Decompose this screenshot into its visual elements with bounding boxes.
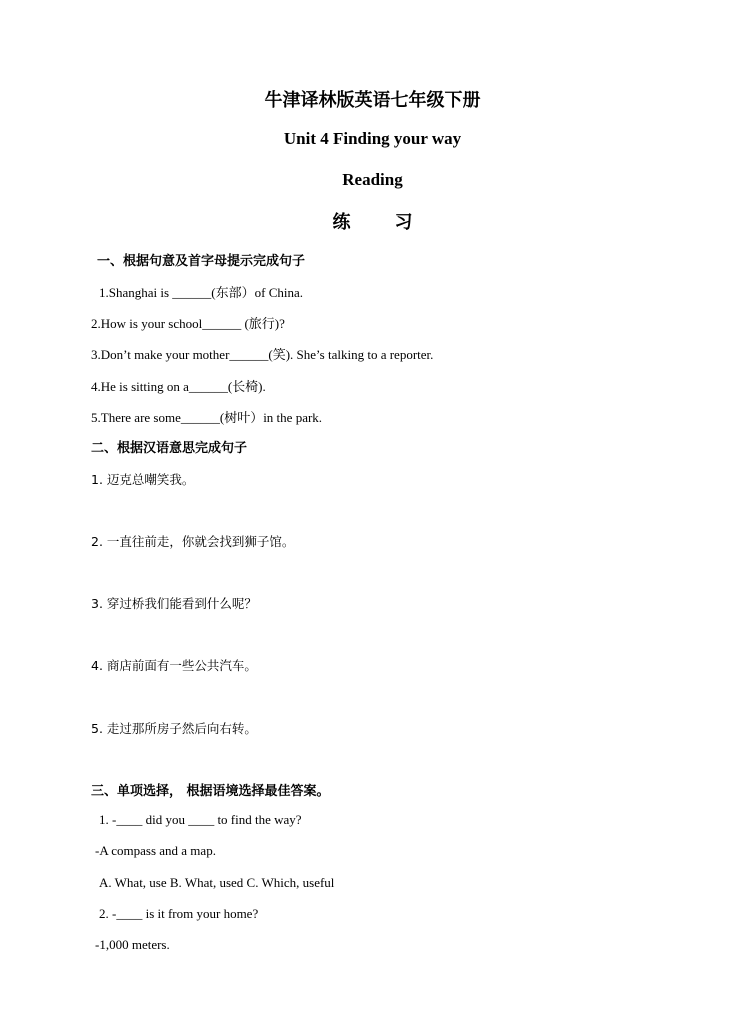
part1-item-3: 3.Don’t make your mother______(笑). She’s talking to a reporter. [91, 347, 434, 362]
part1-item-4: 4.He is sitting on a______(长椅). [91, 379, 266, 394]
part3-options-1: A. What, use B. What, used C. Which, useful [99, 875, 335, 890]
practice-char-2: 习 [394, 212, 413, 232]
part3-answer-2: -1,000 meters. [95, 937, 170, 952]
book-title: 牛津译林版英语七年级下册 [264, 90, 481, 110]
practice-char-1: 练 [332, 212, 351, 232]
part2-heading: 二、根据汉语意思完成句子 [91, 441, 248, 456]
part3-question-1: 1. -____ did you ____ to find the way? [99, 812, 302, 827]
part2-item-1: 1. 迈克总嘲笑我。 [91, 472, 195, 487]
part1-heading: 一、根据句意及首字母提示完成句子 [97, 254, 306, 269]
part1-item-2: 2.How is your school______ (旅行)? [91, 316, 285, 331]
part2-item-2: 2. 一直往前走，你就会找到狮子馆。 [91, 534, 295, 549]
unit-title: Unit 4 Finding your way [283, 129, 462, 148]
part1-item-5: 5.There are some______(树叶）in the park. [91, 410, 323, 425]
part3-heading: 三、单项选择， 根据语境选择最佳答案。 [91, 784, 330, 799]
part1-item-1: 1.Shanghai is ______(东部）of China. [99, 285, 304, 300]
part3-question-2: 2. -____ is it from your home? [99, 906, 259, 921]
section-title: Reading [342, 170, 403, 189]
part2-item-4: 4. 商店前面有一些公共汽车。 [91, 658, 257, 673]
practice-title [0, 208, 745, 234]
part2-item-5: 5. 走过那所房子然后向右转。 [91, 721, 257, 736]
part2-item-3: 3. 穿过桥我们能看到什么呢？ [91, 596, 257, 611]
part3-answer-1: -A compass and a map. [95, 843, 216, 858]
